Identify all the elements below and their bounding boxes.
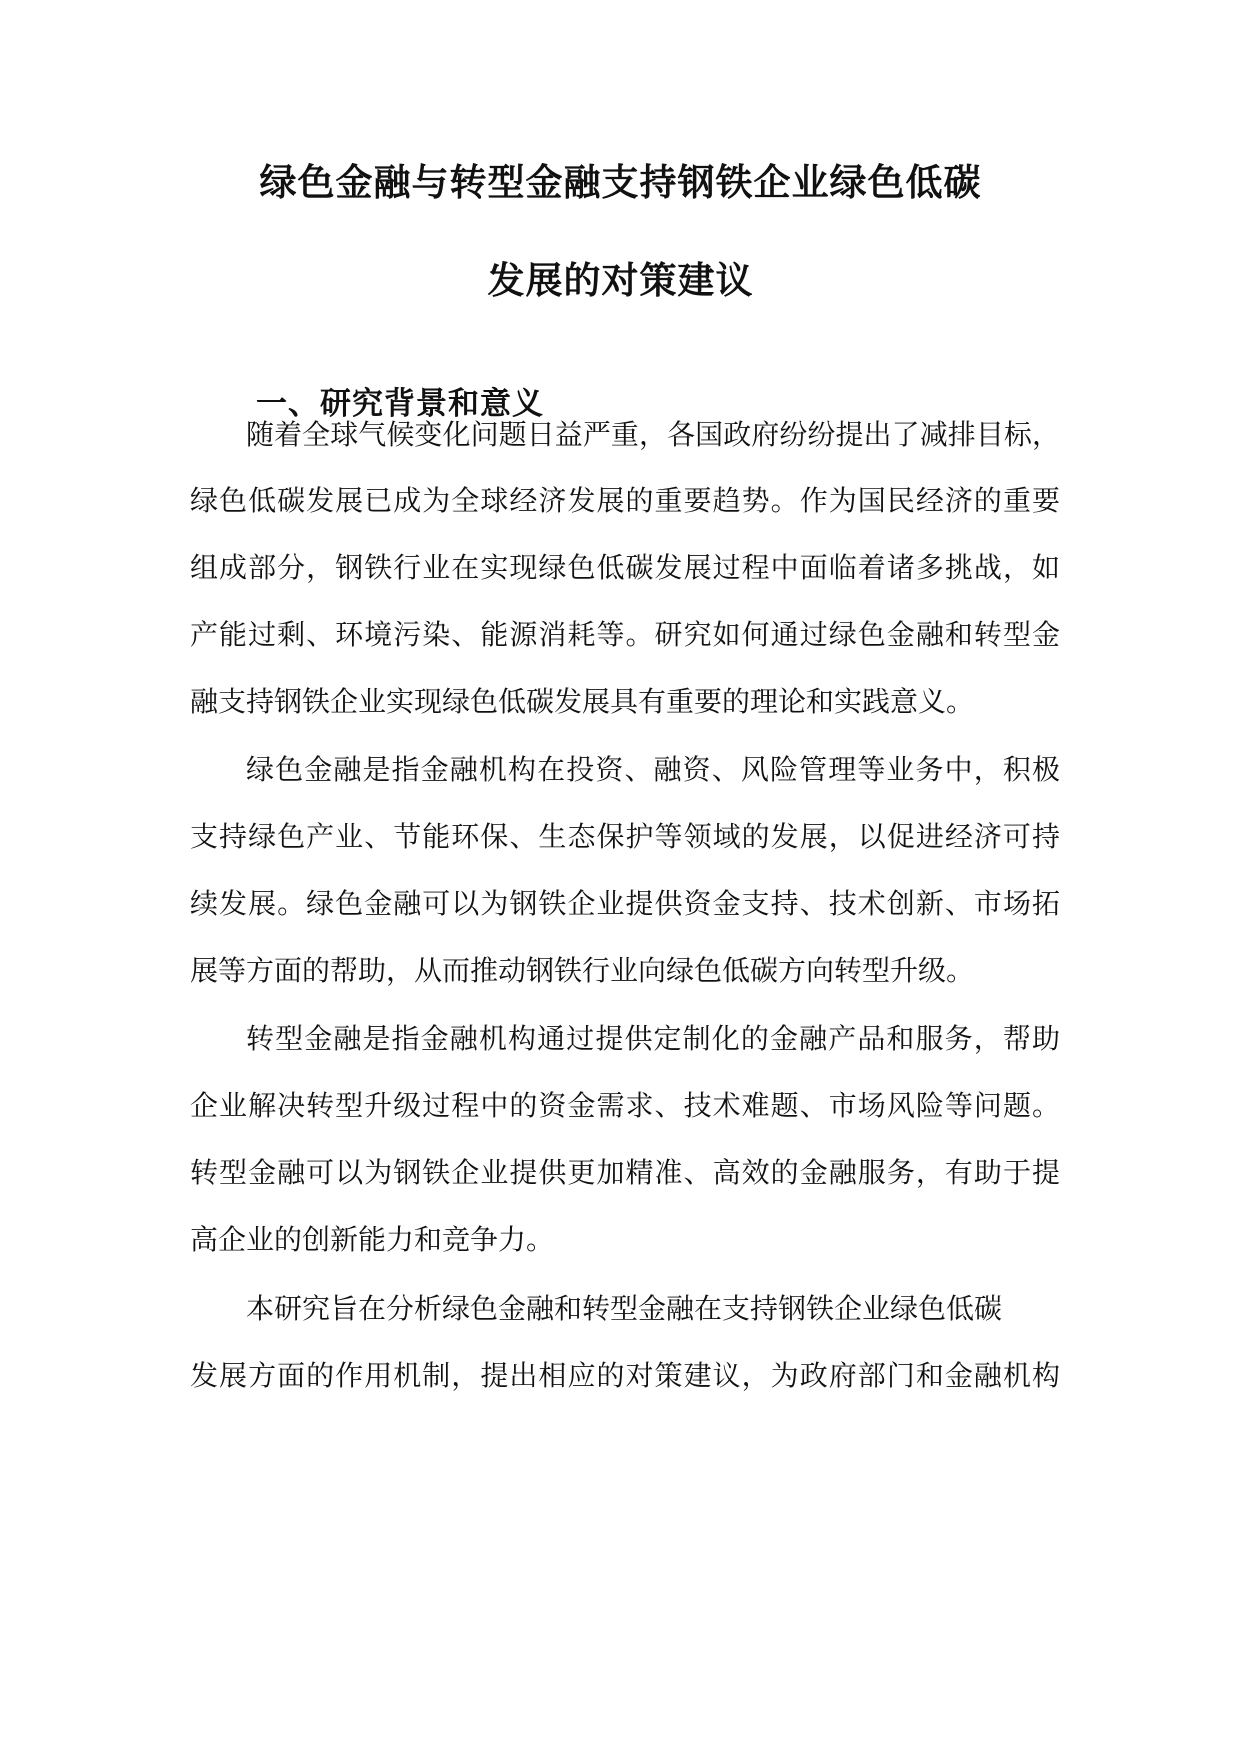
- body-line: 发展方面的作用机制，提出相应的对策建议，为政府部门和金融机构: [190, 1359, 1060, 1392]
- document-title-line-1: 绿色金融与转型金融支持钢铁企业绿色低碳: [259, 161, 982, 204]
- body-line: 展等方面的帮助，从而推动钢铁行业向绿色低碳方向转型升级。: [190, 954, 975, 987]
- body-line: 支持绿色产业、节能环保、生态保护等领域的发展，以促进经济可持: [190, 820, 1060, 853]
- body-line: 绿色低碳发展已成为全球经济发展的重要趋势。作为国民经济的重要: [190, 484, 1060, 517]
- body-line: 随着全球气候变化问题日益严重，各国政府纷纷提出了减排目标，: [246, 418, 1060, 451]
- body-line: 本研究旨在分析绿色金融和转型金融在支持钢铁企业绿色低碳: [246, 1292, 1003, 1325]
- body-line: 转型金融可以为钢铁企业提供更加精准、高效的金融服务，有助于提: [190, 1156, 1060, 1189]
- body-line: 企业解决转型升级过程中的资金需求、技术难题、市场风险等问题。: [190, 1089, 1060, 1122]
- body-line: 组成部分，钢铁行业在实现绿色低碳发展过程中面临着诸多挑战，如: [190, 551, 1060, 584]
- body-line: 高企业的创新能力和竞争力。: [190, 1223, 555, 1256]
- body-line: 绿色金融是指金融机构在投资、融资、风险管理等业务中，积极: [246, 753, 1060, 786]
- section-heading: 一、研究背景和意义: [256, 386, 544, 422]
- body-line: 融支持钢铁企业实现绿色低碳发展具有重要的理论和实践意义。: [190, 685, 975, 718]
- document-title-line-2: 发展的对策建议: [487, 259, 754, 302]
- body-line: 转型金融是指金融机构通过提供定制化的金融产品和服务，帮助: [246, 1022, 1060, 1055]
- body-line: 产能过剩、环境污染、能源消耗等。研究如何通过绿色金融和转型金: [190, 618, 1060, 651]
- body-line: 续发展。绿色金融可以为钢铁企业提供资金支持、技术创新、市场拓: [190, 887, 1060, 920]
